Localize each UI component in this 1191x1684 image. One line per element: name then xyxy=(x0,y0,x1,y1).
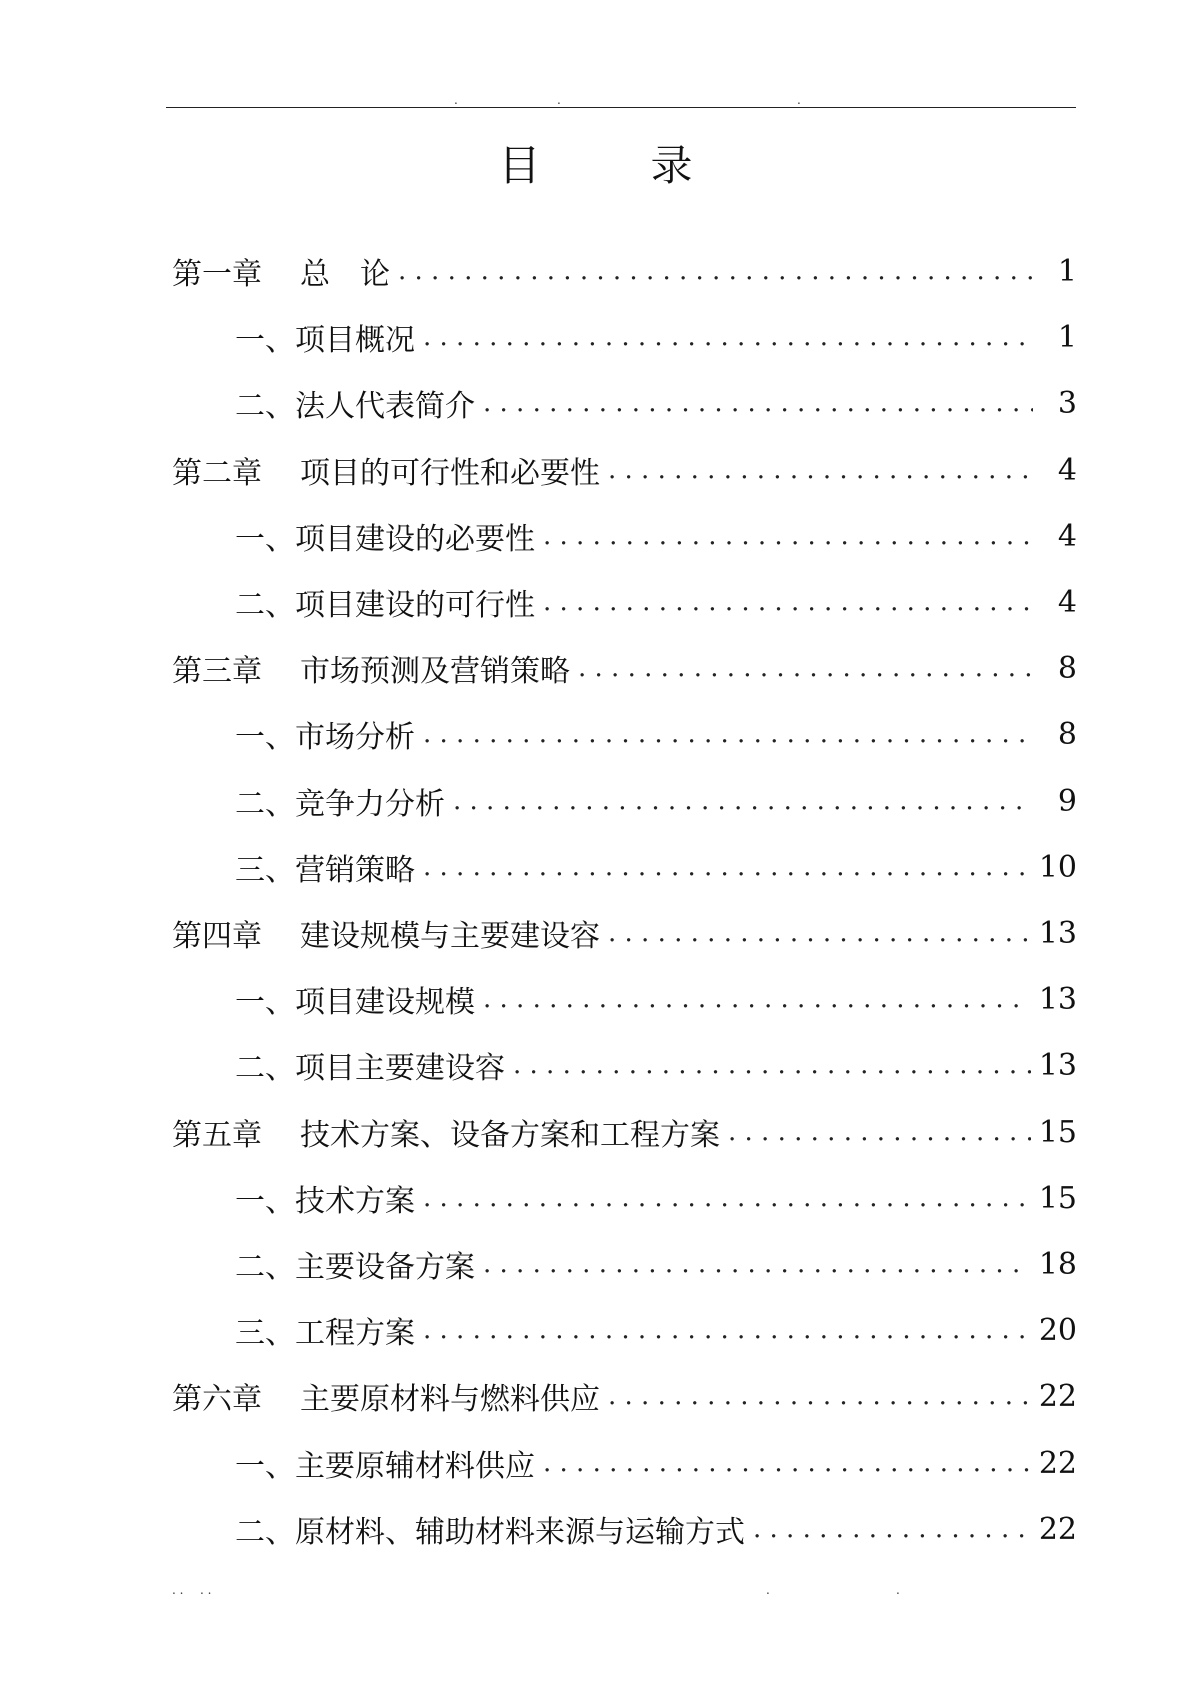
toc-page-number: 10 xyxy=(1038,849,1077,885)
toc-dot-leader xyxy=(728,1117,1031,1147)
toc-section-entry[interactable] xyxy=(235,778,1077,824)
toc-dot-leader xyxy=(608,1381,1031,1411)
toc-section-entry[interactable] xyxy=(235,976,1077,1022)
toc-page-number: 15 xyxy=(1038,1180,1077,1216)
toc-page-number: 22 xyxy=(1038,1378,1077,1414)
toc-page-number: 1 xyxy=(1057,253,1077,289)
toc-page-number: 15 xyxy=(1038,1114,1077,1150)
toc-dot-leader xyxy=(423,1183,1031,1213)
header-mark: . xyxy=(557,93,561,107)
toc-chapter-label: 第三章 xyxy=(172,654,262,689)
toc-entry-title: 三、营销策略 xyxy=(235,853,415,888)
toc-page-number: 13 xyxy=(1038,981,1077,1017)
toc-entry-title: 总 论 xyxy=(300,257,390,292)
toc-entry-title: 三、工程方案 xyxy=(235,1316,415,1351)
toc-chapter-entry[interactable] xyxy=(172,645,1077,691)
toc-section-entry[interactable] xyxy=(235,1042,1077,1088)
toc-section-entry[interactable] xyxy=(235,1440,1077,1486)
toc-dot-leader xyxy=(483,388,1033,418)
toc-entry-title: 一、技术方案 xyxy=(235,1184,415,1219)
toc-chapter-entry[interactable] xyxy=(172,1373,1077,1419)
toc-entry-title: 二、主要设备方案 xyxy=(235,1250,475,1285)
toc-dot-leader xyxy=(423,719,1033,749)
toc-entry-title: 二、项目建设的可行性 xyxy=(235,588,535,623)
toc-entry-title: 一、项目概况 xyxy=(235,323,415,358)
toc-chapter-label: 第一章 xyxy=(172,257,262,292)
toc-page-number: 22 xyxy=(1038,1511,1077,1547)
toc-dot-leader xyxy=(608,918,1031,948)
toc-section-entry[interactable] xyxy=(235,1506,1077,1552)
toc-entry-title: 二、法人代表简介 xyxy=(235,389,475,424)
toc-entry-title: 二、项目主要建设容 xyxy=(235,1051,505,1086)
toc-entry-title: 项目的可行性和必要性 xyxy=(300,456,600,491)
toc-page-number: 3 xyxy=(1057,385,1077,421)
footer-mark: . xyxy=(766,1583,770,1597)
toc-dot-leader xyxy=(543,587,1033,617)
toc-dot-leader xyxy=(513,1050,1031,1080)
toc-chapter-entry[interactable] xyxy=(172,248,1077,294)
toc-dot-leader xyxy=(453,786,1033,816)
toc-section-entry[interactable] xyxy=(235,844,1077,890)
toc-dot-leader xyxy=(543,521,1033,551)
toc-dot-leader xyxy=(423,1315,1031,1345)
toc-chapter-label: 第五章 xyxy=(172,1118,262,1153)
toc-entry-title: 二、原材料、辅助材料来源与运输方式 xyxy=(235,1515,745,1550)
toc-dot-leader xyxy=(753,1514,1031,1544)
footer-mark: . xyxy=(896,1583,900,1597)
toc-page-number: 8 xyxy=(1057,716,1077,752)
toc-chapter-label: 第四章 xyxy=(172,919,262,954)
toc-section-entry[interactable] xyxy=(235,314,1077,360)
toc-page-number: 13 xyxy=(1038,915,1077,951)
toc-dot-leader xyxy=(483,1249,1031,1279)
toc-chapter-entry[interactable] xyxy=(172,447,1077,493)
toc-page-number: 13 xyxy=(1038,1047,1077,1083)
toc-page-number: 18 xyxy=(1038,1246,1077,1282)
toc-entry-title: 建设规模与主要建设容 xyxy=(300,919,600,954)
toc-page-number: 1 xyxy=(1057,319,1077,355)
header-mark: . xyxy=(454,93,458,107)
toc-chapter-entry[interactable] xyxy=(172,910,1077,956)
toc-entry-title: 主要原材料与燃料供应 xyxy=(300,1382,600,1417)
toc-page-number: 4 xyxy=(1057,584,1077,620)
toc-dot-leader xyxy=(398,256,1033,286)
toc-chapter-label: 第六章 xyxy=(172,1382,262,1417)
toc-dot-leader xyxy=(423,852,1031,882)
toc-entry-title: 市场预测及营销策略 xyxy=(300,654,570,689)
toc-dot-leader xyxy=(578,653,1033,683)
footer-mark: . . xyxy=(172,1583,184,1597)
toc-page-number: 9 xyxy=(1057,783,1077,819)
toc-section-entry[interactable] xyxy=(235,513,1077,559)
toc-entry-title: 一、项目建设规模 xyxy=(235,985,475,1020)
toc-entry-title: 一、项目建设的必要性 xyxy=(235,522,535,557)
toc-section-entry[interactable] xyxy=(235,1307,1077,1353)
toc-section-entry[interactable] xyxy=(235,579,1077,625)
toc-chapter-entry[interactable] xyxy=(172,1109,1077,1155)
toc-entry-title: 二、竞争力分析 xyxy=(235,787,445,822)
footer-mark: . . xyxy=(200,1583,212,1597)
toc-page-number: 20 xyxy=(1038,1312,1077,1348)
toc-section-entry[interactable] xyxy=(235,1175,1077,1221)
toc-section-entry[interactable] xyxy=(235,1241,1077,1287)
toc-dot-leader xyxy=(483,984,1031,1014)
toc-dot-leader xyxy=(608,455,1033,485)
toc-dot-leader xyxy=(543,1448,1031,1478)
toc-page-number: 4 xyxy=(1057,518,1077,554)
toc-page-number: 8 xyxy=(1057,650,1077,686)
toc-entry-title: 技术方案、设备方案和工程方案 xyxy=(300,1118,720,1153)
toc-section-entry[interactable] xyxy=(235,711,1077,757)
toc-page-number: 4 xyxy=(1057,452,1077,488)
header-rule xyxy=(166,107,1076,108)
toc-entry-title: 一、主要原辅材料供应 xyxy=(235,1449,535,1484)
header-mark: . xyxy=(797,93,801,107)
toc-chapter-label: 第二章 xyxy=(172,456,262,491)
toc-dot-leader xyxy=(423,322,1033,352)
toc-entry-title: 一、市场分析 xyxy=(235,720,415,755)
toc-section-entry[interactable] xyxy=(235,380,1077,426)
toc-page-number: 22 xyxy=(1038,1445,1077,1481)
page-title: 目 录 xyxy=(498,141,727,191)
